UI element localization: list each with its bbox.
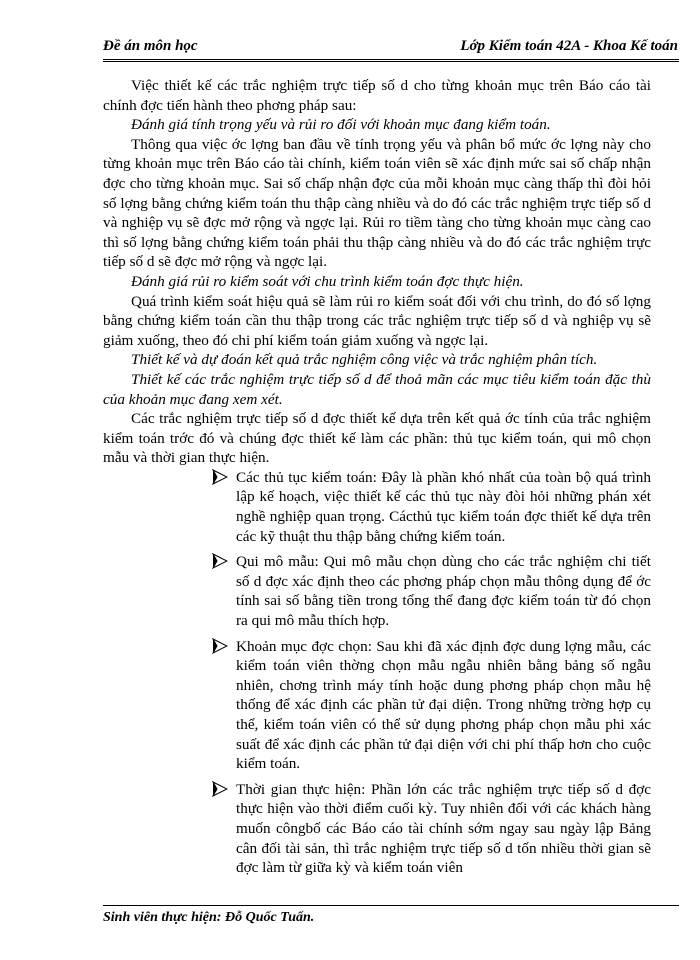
- list-item: [236, 780, 651, 878]
- arrow-bullet-icon: [212, 469, 228, 485]
- list-item: [236, 552, 651, 630]
- list-item: [236, 468, 651, 546]
- body-paragraph: Các trắc nghiệm trực tiếp số d đợc thiết kế dựa trên kết quả ớc tính của trắc nghiệm kiểm toán trớc đó và chúng đợc thiết kế làm các phần: thủ tục kiểm toán, qui mô chọn mẫu và thời gian thực hiện.: [103, 410, 651, 467]
- bullet-list: [103, 468, 651, 878]
- footer-author: Sinh viên thực hiện: Đỗ Quốc Tuấn.: [103, 910, 315, 925]
- bullet-text: Các thủ tục kiểm toán: Đây là phần khó nhất của toàn bộ quá trình lập kế hoạch, việc thiết kế các thủ tục này đòi hỏi những phán xét nghề nghiệp quan trọng. Cácthủ tục kiểm toán đợc thiết kế dựa trên các kỹ thuật thu thập bằng chứng kiểm toán.: [236, 468, 651, 545]
- body-subheading: Thiết kế và dự đoán kết quả trắc nghiệm công việc và trắc nghiệm phân tích.: [131, 351, 598, 369]
- header-rule-double: [103, 61, 679, 62]
- bullet-text: Khoản mục đợc chọn: Sau khi đã xác định đợc dung lợng mẫu, các kiểm toán viên thờng chọn mẫu ngẫu nhiên bằng bảng số ngẫu nhiên, chơng trình máy tính hoặc dung phơng pháp chọn mẫu hệ thống để xác định các phần tử đại diện. Trong những trờng hợp cụ thể, kiểm toán viên có thể sử dụng phơng pháp chọn mẫu phi xác suất để xác định các phần tử đại diện với chi phí thấp hơn cho cuộc kiểm toán.: [236, 637, 651, 773]
- body-subheading: Đánh giá tính trọng yếu và rủi ro đối với khoản mục đang kiểm toán.: [131, 116, 551, 134]
- arrow-bullet-icon: [212, 781, 228, 797]
- footer-rule: [103, 905, 679, 906]
- bullet-text: Thời gian thực hiện: Phần lớn các trắc nghiệm trực tiếp số d đợc thực hiện vào thời điểm cuối kỳ. Tuy nhiên đối với các khách hàng muốn côngbố các Báo cáo tài chính sớm ngay sau ngày lập Bảng cân đối tài sản, thì trắc nghiệm trực tiếp số d tốn nhiều thời gian sẽ đợc làm từ giữa kỳ và kiểm toán viên: [236, 780, 651, 877]
- body-paragraph: Quá trình kiểm soát hiệu quả sẽ làm rủi ro kiểm soát đối với chu trình, do đó số lợng bằng chứng kiểm toán cần thu thập trong các trắc nghiệm trực tiếp số d và nghiệp vụ sẽ giảm xuống, theo đó chi phí kiểm toán giảm xuống và ngợc lại.: [103, 292, 651, 349]
- page-body: [103, 76, 651, 884]
- body-subheading: Thiết kế các trắc nghiệm trực tiếp số d để thoả mãn các mục tiêu kiểm toán đặc thù của khoản mục đang xem xét.: [103, 370, 651, 408]
- arrow-bullet-icon: [212, 553, 228, 569]
- list-item: [236, 637, 651, 774]
- page-header: [103, 38, 678, 55]
- header-rule: [103, 59, 679, 60]
- body-subheading: Đánh giá rủi ro kiểm soát với chu trình kiểm toán đợc thực hiện.: [131, 272, 524, 290]
- header-course-title: Đề án môn học: [103, 38, 198, 54]
- header-class-name: Lớp Kiểm toán 42A - Khoa Kế toán: [460, 38, 678, 54]
- page-footer: [103, 910, 314, 926]
- body-paragraph: Việc thiết kế các trắc nghiệm trực tiếp số d cho từng khoản mục trên Báo cáo tài chính đợc tiến hành theo phơng pháp sau:: [103, 77, 651, 114]
- bullet-text: Qui mô mẫu: Qui mô mẫu chọn dùng cho các trắc nghiệm chi tiết số d đợc xác định theo các phơng pháp chọn mẫu thông dụng để ớc tính sai số bằng tiền trong tổng thể đang đợc kiểm toán từ đó chọn ra qui mô mẫu thích hợp.: [236, 553, 651, 630]
- body-paragraph: Thông qua việc ớc lợng ban đầu về tính trọng yếu và phân bổ mức ớc lợng này cho từng khoản mục trên Báo cáo tài chính, kiểm toán viên sẽ xác định mức sai số chấp nhận đợc cho từng khoản mục. Sai số chấp nhận đợc của mỗi khoản mục càng thấp thì đòi hỏi số lợng bằng chứng kiểm toán thu thập càng nhiều và do đó các trắc nghiệm trực tiếp số d và nghiệp vụ sẽ đợc mở rộng và ngợc lại. Rủi ro tiềm tàng cho từng khoản mục càng cao thì số lợng bằng chứng kiểm toán phải thu thập càng nhiều và do đó các trắc nghiệm trực tiếp số d sẽ đợc mở rộng và ngợc lại.: [103, 135, 651, 271]
- arrow-bullet-icon: [212, 638, 228, 654]
